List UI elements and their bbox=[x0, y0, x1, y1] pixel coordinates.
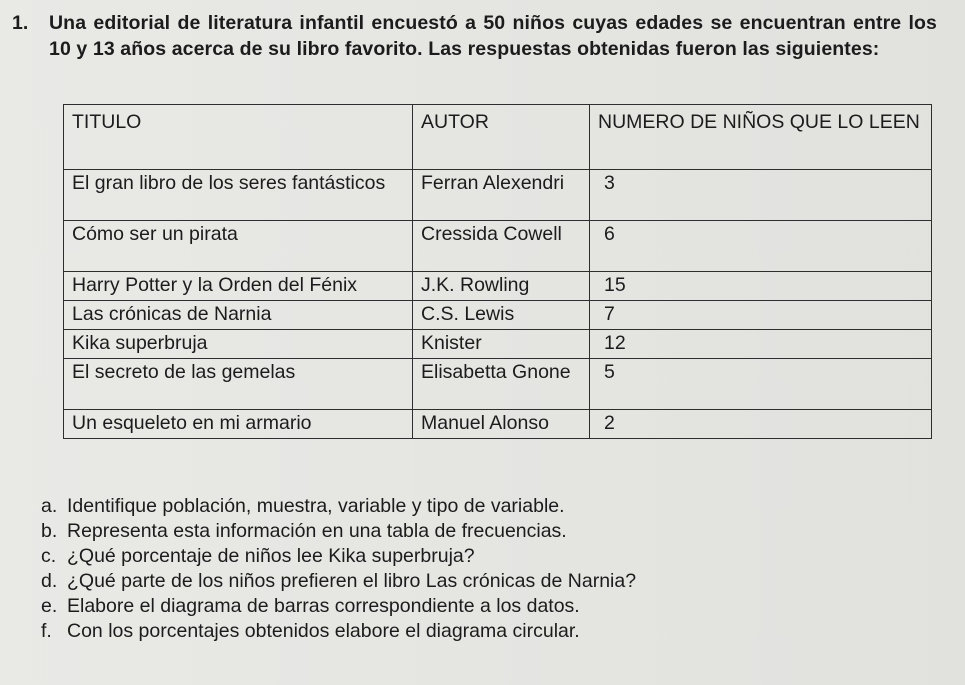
cell-author: Manuel Alonso bbox=[413, 410, 590, 439]
table-row bbox=[64, 330, 932, 359]
cell-author: Knister bbox=[413, 330, 590, 359]
question-text: Elabore el diagrama de barras correspondiente a los datos. bbox=[67, 595, 580, 617]
question-label: f. bbox=[41, 620, 52, 642]
question-item bbox=[41, 619, 941, 644]
table-row bbox=[64, 272, 932, 301]
problem-statement bbox=[12, 10, 937, 62]
question-label: a. bbox=[41, 495, 58, 517]
question-text: Con los porcentajes obtenidos elabore el diagrama circular. bbox=[67, 620, 580, 642]
cell-author: J.K. Rowling bbox=[413, 272, 590, 301]
table-row bbox=[64, 359, 932, 410]
question-label: b. bbox=[41, 520, 58, 542]
question-list bbox=[41, 494, 941, 644]
cell-title: Cómo ser un pirata bbox=[64, 221, 413, 272]
cell-author: C.S. Lewis bbox=[413, 301, 590, 330]
cell-title: Kika superbruja bbox=[64, 330, 413, 359]
problem-text: Una editorial de literatura infantil encuestó a 50 niños cuyas edades se encuentran entre los 10 y 13 años acerca de su libro favorito. Las respuestas obtenidas fueron las siguientes: bbox=[49, 12, 937, 60]
question-text: ¿Qué porcentaje de niños lee Kika superbruja? bbox=[67, 545, 475, 567]
question-item bbox=[41, 544, 941, 569]
table-row bbox=[64, 410, 932, 439]
question-item bbox=[41, 569, 941, 594]
cell-count: 3 bbox=[590, 170, 932, 221]
question-label: c. bbox=[41, 545, 57, 567]
cell-count: 6 bbox=[590, 221, 932, 272]
header-title: TITULO bbox=[64, 105, 413, 170]
problem-number: 1. bbox=[12, 12, 29, 34]
question-text: Representa esta información en una tabla de frecuencias. bbox=[67, 520, 567, 542]
cell-count: 12 bbox=[590, 330, 932, 359]
table-row bbox=[64, 221, 932, 272]
question-item bbox=[41, 594, 941, 619]
cell-count: 5 bbox=[590, 359, 932, 410]
table-row bbox=[64, 170, 932, 221]
cell-count: 2 bbox=[590, 410, 932, 439]
books-table bbox=[63, 104, 932, 439]
cell-title: Un esqueleto en mi armario bbox=[64, 410, 413, 439]
cell-title: Harry Potter y la Orden del Fénix bbox=[64, 272, 413, 301]
table-header-row bbox=[64, 105, 932, 170]
cell-author: Elisabetta Gnone bbox=[413, 359, 590, 410]
question-label: d. bbox=[41, 570, 58, 592]
question-item bbox=[41, 494, 941, 519]
cell-author: Ferran Alexendri bbox=[413, 170, 590, 221]
question-text: Identifique población, muestra, variable y tipo de variable. bbox=[67, 495, 565, 517]
header-count: NUMERO DE NIÑOS QUE LO LEEN bbox=[590, 105, 932, 170]
question-label: e. bbox=[41, 595, 58, 617]
header-author: AUTOR bbox=[413, 105, 590, 170]
table-row bbox=[64, 301, 932, 330]
question-text: ¿Qué parte de los niños prefieren el libro Las crónicas de Narnia? bbox=[67, 570, 637, 592]
cell-title: El secreto de las gemelas bbox=[64, 359, 413, 410]
cell-author: Cressida Cowell bbox=[413, 221, 590, 272]
question-item bbox=[41, 519, 941, 544]
cell-title: Las crónicas de Narnia bbox=[64, 301, 413, 330]
cell-count: 7 bbox=[590, 301, 932, 330]
cell-title: El gran libro de los seres fantásticos bbox=[64, 170, 413, 221]
cell-count: 15 bbox=[590, 272, 932, 301]
